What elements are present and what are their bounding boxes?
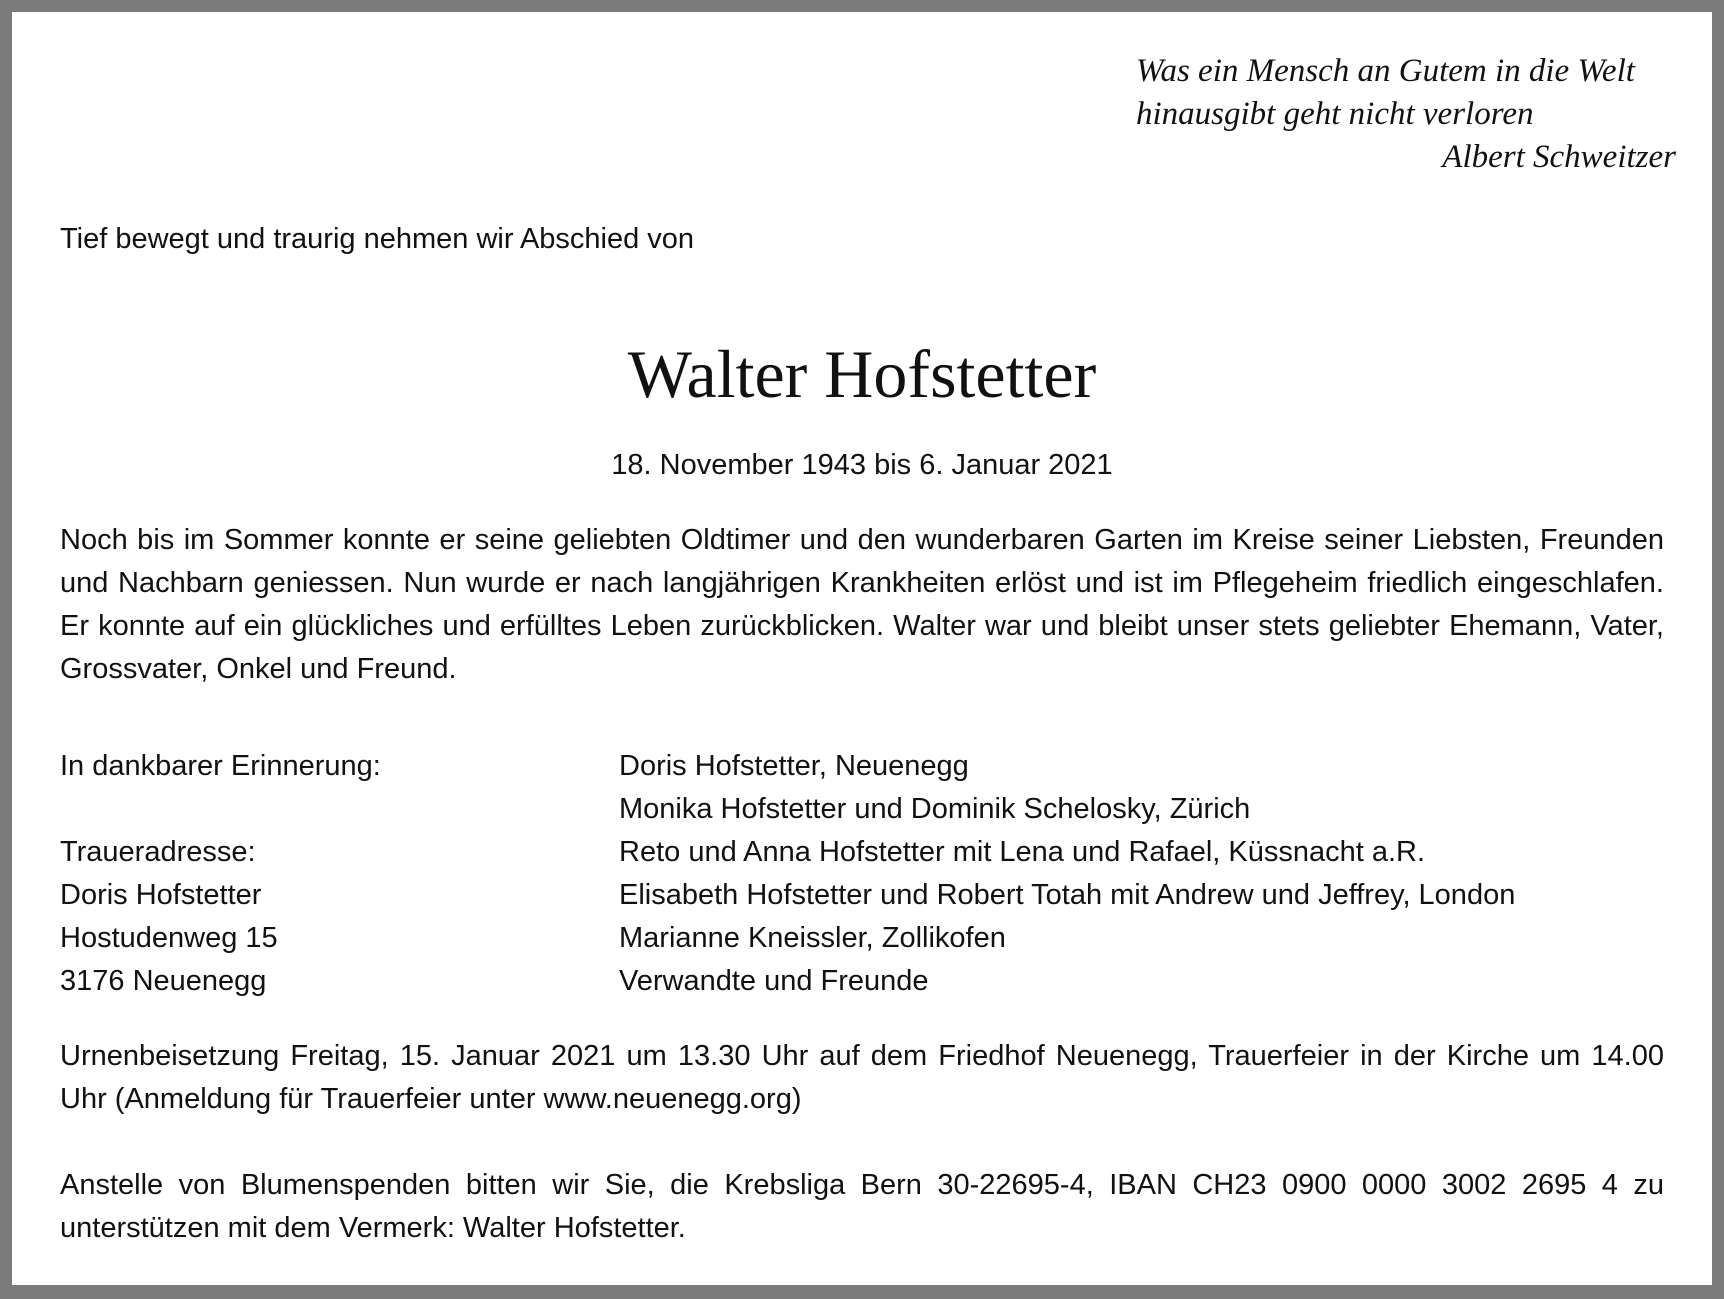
mourner: Reto und Anna Hofstetter mit Lena und Rafael, Küssnacht a.R.	[619, 836, 1426, 868]
mourner: Marianne Kneissler, Zollikofen	[619, 922, 1006, 954]
quote-author: Albert Schweitzer	[1442, 139, 1676, 175]
left-column	[60, 745, 600, 1003]
address-label: Traueradresse:	[60, 836, 256, 868]
obituary-page	[12, 12, 1712, 1285]
quote-block	[1136, 50, 1676, 179]
intro-text: Tief bewegt und traurig nehmen wir Abschied von	[60, 223, 695, 255]
mourner: Doris Hofstetter, Neuenegg	[619, 750, 969, 782]
address-line: 3176 Neuenegg	[60, 965, 267, 997]
quote-line: hinausgibt geht nicht verloren	[1136, 96, 1534, 132]
mourners-list	[619, 745, 1679, 1003]
ceremony-info: Urnenbeisetzung Freitag, 15. Januar 2021 um 13.30 Uhr auf dem Friedhof Neuenegg, Trauerfeier in der Kirche um 14.00 Uhr (Anmeldung für Trauerfeier unter www.neuenegg.org)	[60, 1040, 1664, 1115]
mourner: Elisabeth Hofstetter und Robert Totah mit Andrew und Jeffrey, London	[619, 879, 1516, 911]
deceased-name: Walter Hofstetter	[627, 336, 1097, 412]
memory-label: In dankbarer Erinnerung:	[60, 750, 381, 782]
address-line: Hostudenweg 15	[60, 922, 278, 954]
life-dates: 18. November 1943 bis 6. Januar 2021	[611, 449, 1113, 481]
tribute-paragraph: Noch bis im Sommer konnte er seine geliebten Oldtimer und den wunderbaren Garten im Kreise seiner Liebsten, Freunden und Nachbarn geniessen. Nun wurde er nach langjährigen Krankheiten erlöst und ist im Pflegeheim friedlich eingeschlafen. Er konnte auf ein glückliches und erfülltes Leben zurückblicken. Walter war und bleibt unser stets geliebter Ehemann, Vater, Grossvater, Onkel und Freund.	[60, 524, 1664, 685]
mourner: Verwandte und Freunde	[619, 965, 929, 997]
address-line: Doris Hofstetter	[60, 879, 262, 911]
donation-info: Anstelle von Blumenspenden bitten wir Sie, die Krebsliga Bern 30-22695-4, IBAN CH23 0900 0000 3002 2695 4 zu unterstützen mit dem Vermerk: Walter Hofstetter.	[60, 1169, 1664, 1244]
quote-line: Was ein Mensch an Gutem in die Welt	[1136, 53, 1635, 89]
mourner: Monika Hofstetter und Dominik Schelosky, Zürich	[619, 793, 1251, 825]
